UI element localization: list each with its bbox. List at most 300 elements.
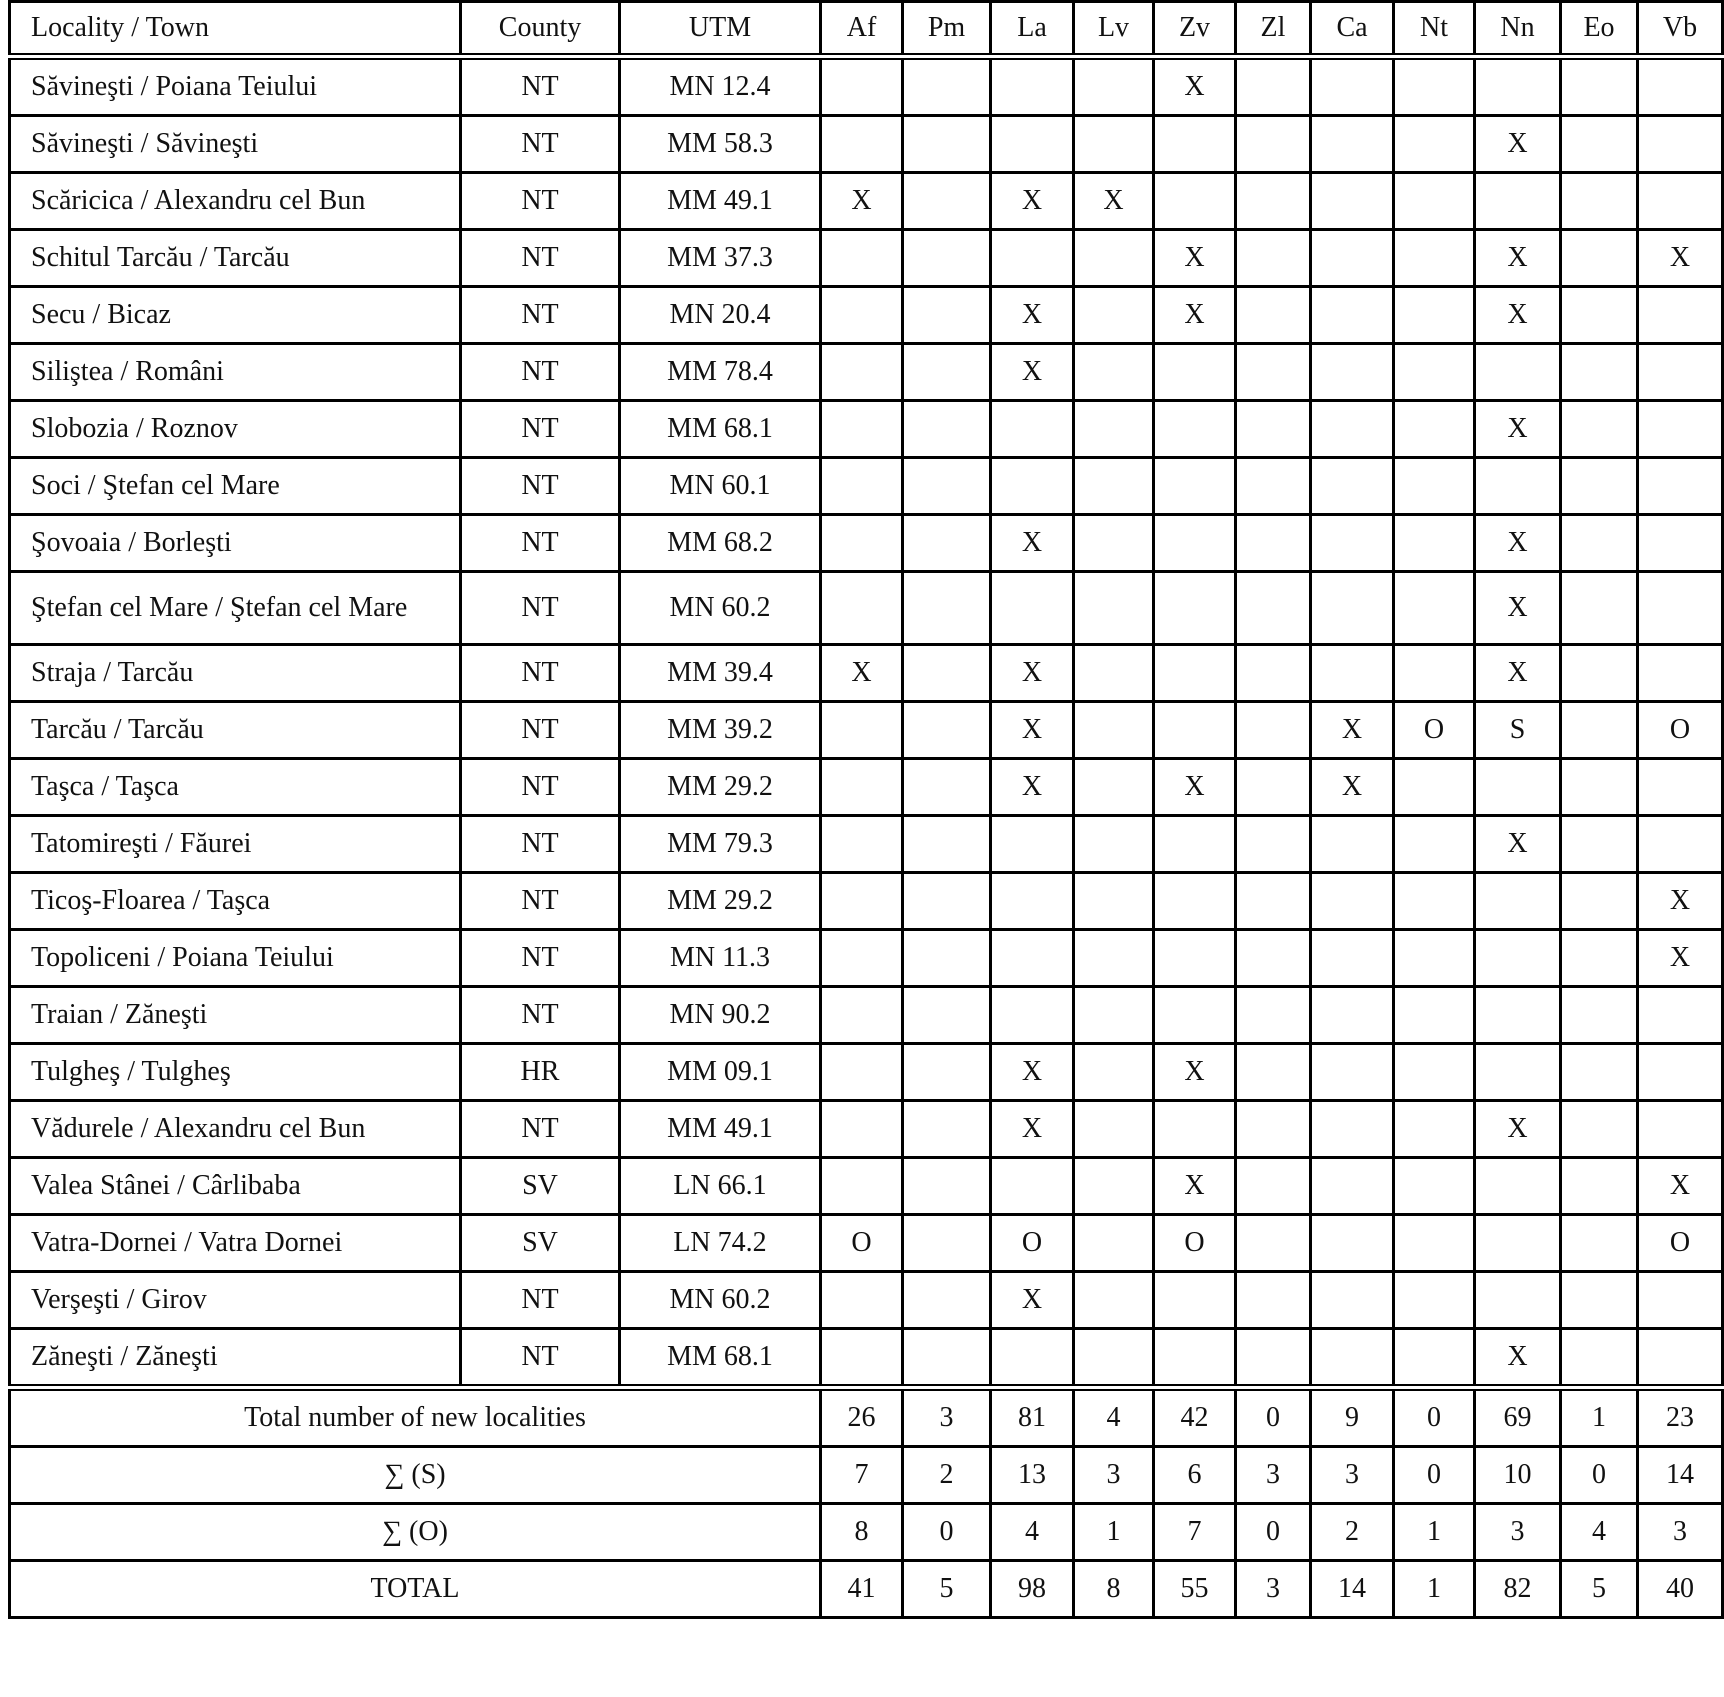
mark-cell (821, 401, 903, 458)
mark-cell: X (991, 1044, 1074, 1101)
mark-cell (1236, 873, 1311, 930)
mark-cell (991, 401, 1074, 458)
mark-cell (1074, 116, 1154, 173)
footer-value: 2 (903, 1447, 991, 1504)
mark-cell (1154, 116, 1236, 173)
mark-cell (1311, 116, 1394, 173)
column-header: Af (821, 2, 903, 57)
mark-cell (903, 344, 991, 401)
mark-cell (1236, 702, 1311, 759)
mark-cell (1394, 515, 1475, 572)
column-header: Eo (1561, 2, 1638, 57)
footer-value: 7 (1154, 1504, 1236, 1561)
mark-cell: X (1638, 230, 1723, 287)
mark-cell (1236, 1044, 1311, 1101)
footer-row (10, 1388, 1723, 1447)
mark-cell (1561, 816, 1638, 873)
mark-cell: O (1638, 1215, 1723, 1272)
county-cell: NT (461, 816, 620, 873)
mark-cell (903, 987, 991, 1044)
footer-value: 3 (1311, 1447, 1394, 1504)
mark-cell: X (991, 173, 1074, 230)
mark-cell (1394, 759, 1475, 816)
mark-cell (1074, 1329, 1154, 1388)
mark-cell (1154, 930, 1236, 987)
mark-cell: X (991, 287, 1074, 344)
mark-cell (1154, 702, 1236, 759)
footer-value: 8 (821, 1504, 903, 1561)
mark-cell (1154, 1329, 1236, 1388)
mark-cell (903, 930, 991, 987)
mark-cell: X (1475, 515, 1561, 572)
mark-cell (1311, 515, 1394, 572)
footer-value: 55 (1154, 1561, 1236, 1618)
mark-cell (1074, 987, 1154, 1044)
county-cell: SV (461, 1215, 620, 1272)
mark-cell: X (1638, 930, 1723, 987)
locality-cell: Valea Stânei / Cârlibaba (10, 1158, 461, 1215)
mark-cell (903, 230, 991, 287)
locality-cell: Soci / Ştefan cel Mare (10, 458, 461, 515)
locality-cell: Verşeşti / Girov (10, 1272, 461, 1329)
mark-cell (1475, 759, 1561, 816)
county-cell: NT (461, 515, 620, 572)
table-row (10, 230, 1723, 287)
mark-cell (1311, 1272, 1394, 1329)
table-row (10, 1215, 1723, 1272)
mark-cell (1236, 759, 1311, 816)
utm-cell: MM 09.1 (620, 1044, 821, 1101)
mark-cell (1394, 873, 1475, 930)
mark-cell (903, 458, 991, 515)
footer-value: 4 (1074, 1388, 1154, 1447)
mark-cell (903, 1158, 991, 1215)
mark-cell (1074, 1215, 1154, 1272)
table-row (10, 572, 1723, 645)
mark-cell (1638, 116, 1723, 173)
mark-cell (1561, 1215, 1638, 1272)
table-row (10, 1272, 1723, 1329)
mark-cell (1638, 1272, 1723, 1329)
column-header: Ca (1311, 2, 1394, 57)
column-header: UTM (620, 2, 821, 57)
mark-cell (903, 287, 991, 344)
utm-cell: MM 39.4 (620, 645, 821, 702)
mark-cell (1236, 230, 1311, 287)
locality-cell: Siliştea / Români (10, 344, 461, 401)
mark-cell: X (1311, 759, 1394, 816)
table-row (10, 287, 1723, 344)
mark-cell (1236, 1329, 1311, 1388)
table-row (10, 515, 1723, 572)
footer-value: 23 (1638, 1388, 1723, 1447)
table-row (10, 1044, 1723, 1101)
mark-cell (1638, 401, 1723, 458)
mark-cell (1638, 987, 1723, 1044)
mark-cell (821, 816, 903, 873)
mark-cell (1475, 1215, 1561, 1272)
mark-cell (903, 173, 991, 230)
mark-cell (1475, 1044, 1561, 1101)
mark-cell: X (1475, 401, 1561, 458)
mark-cell (991, 816, 1074, 873)
mark-cell (1394, 344, 1475, 401)
mark-cell (1638, 816, 1723, 873)
mark-cell: X (1638, 1158, 1723, 1215)
mark-cell (1638, 1329, 1723, 1388)
utm-cell: MM 79.3 (620, 816, 821, 873)
mark-cell: X (821, 173, 903, 230)
mark-cell: X (1475, 1101, 1561, 1158)
mark-cell (1561, 1044, 1638, 1101)
mark-cell (1475, 1272, 1561, 1329)
mark-cell (1154, 515, 1236, 572)
mark-cell (1311, 344, 1394, 401)
table-row (10, 344, 1723, 401)
mark-cell (1561, 930, 1638, 987)
mark-cell (821, 702, 903, 759)
utm-cell: MN 20.4 (620, 287, 821, 344)
footer-value: 8 (1074, 1561, 1154, 1618)
footer-value: 3 (1074, 1447, 1154, 1504)
footer-value: 3 (1638, 1504, 1723, 1561)
mark-cell (1154, 173, 1236, 230)
locality-cell: Slobozia / Roznov (10, 401, 461, 458)
mark-cell (1154, 1101, 1236, 1158)
mark-cell (1074, 572, 1154, 645)
mark-cell (903, 1215, 991, 1272)
footer-value: 3 (1236, 1447, 1311, 1504)
locality-cell: Taşca / Taşca (10, 759, 461, 816)
locality-cell: Vădurele / Alexandru cel Bun (10, 1101, 461, 1158)
column-header: County (461, 2, 620, 57)
mark-cell (1638, 1101, 1723, 1158)
mark-cell (821, 873, 903, 930)
mark-cell (1638, 287, 1723, 344)
mark-cell (1074, 816, 1154, 873)
mark-cell: O (1394, 702, 1475, 759)
mark-cell (1561, 57, 1638, 116)
mark-cell: X (821, 645, 903, 702)
footer-value: 14 (1311, 1561, 1394, 1618)
mark-cell (1394, 173, 1475, 230)
mark-cell: O (1638, 702, 1723, 759)
mark-cell (821, 1044, 903, 1101)
mark-cell: X (1638, 873, 1723, 930)
footer-value: 4 (991, 1504, 1074, 1561)
utm-cell: LN 74.2 (620, 1215, 821, 1272)
mark-cell (1561, 987, 1638, 1044)
mark-cell (1561, 401, 1638, 458)
table-row (10, 759, 1723, 816)
footer-value: 41 (821, 1561, 903, 1618)
mark-cell (1236, 1215, 1311, 1272)
mark-cell (1074, 515, 1154, 572)
mark-cell (821, 1272, 903, 1329)
county-cell: NT (461, 1272, 620, 1329)
footer-value: 1 (1074, 1504, 1154, 1561)
mark-cell: X (1154, 1158, 1236, 1215)
mark-cell (1074, 287, 1154, 344)
mark-cell (903, 873, 991, 930)
utm-cell: MN 60.1 (620, 458, 821, 515)
mark-cell: X (1475, 287, 1561, 344)
mark-cell (1638, 173, 1723, 230)
mark-cell (821, 1158, 903, 1215)
mark-cell: O (991, 1215, 1074, 1272)
table-row (10, 116, 1723, 173)
mark-cell (1561, 173, 1638, 230)
locality-cell: Vatra-Dornei / Vatra Dornei (10, 1215, 461, 1272)
mark-cell (1638, 344, 1723, 401)
mark-cell (903, 57, 991, 116)
footer-value: 0 (1394, 1447, 1475, 1504)
mark-cell (1561, 1329, 1638, 1388)
mark-cell (903, 116, 991, 173)
mark-cell (1236, 173, 1311, 230)
table-row (10, 816, 1723, 873)
table-footer (10, 1388, 1723, 1618)
mark-cell (1475, 173, 1561, 230)
county-cell: NT (461, 873, 620, 930)
footer-value: 0 (1236, 1504, 1311, 1561)
mark-cell (1394, 1215, 1475, 1272)
mark-cell (1475, 873, 1561, 930)
mark-cell (821, 287, 903, 344)
utm-cell: MM 49.1 (620, 173, 821, 230)
mark-cell: X (1475, 816, 1561, 873)
footer-value: 40 (1638, 1561, 1723, 1618)
footer-value: 5 (903, 1561, 991, 1618)
mark-cell (1074, 1158, 1154, 1215)
mark-cell (903, 401, 991, 458)
mark-cell (1236, 287, 1311, 344)
mark-cell (1561, 1158, 1638, 1215)
mark-cell (821, 1329, 903, 1388)
county-cell: NT (461, 116, 620, 173)
mark-cell: S (1475, 702, 1561, 759)
mark-cell: X (1311, 702, 1394, 759)
mark-cell (821, 1101, 903, 1158)
utm-cell: MM 68.2 (620, 515, 821, 572)
table-row (10, 702, 1723, 759)
mark-cell (1074, 702, 1154, 759)
mark-cell: X (1074, 173, 1154, 230)
mark-cell (1394, 1101, 1475, 1158)
mark-cell (1394, 816, 1475, 873)
mark-cell (1311, 572, 1394, 645)
mark-cell (1154, 458, 1236, 515)
mark-cell: X (1154, 57, 1236, 116)
utm-cell: MM 37.3 (620, 230, 821, 287)
utm-cell: MM 39.2 (620, 702, 821, 759)
table-body (10, 57, 1723, 1388)
mark-cell (1074, 57, 1154, 116)
footer-value: 1 (1561, 1388, 1638, 1447)
county-cell: NT (461, 987, 620, 1044)
table-row (10, 1329, 1723, 1388)
mark-cell (821, 572, 903, 645)
mark-cell (1475, 1158, 1561, 1215)
mark-cell (903, 1329, 991, 1388)
column-header: Locality / Town (10, 2, 461, 57)
locality-cell: Scăricica / Alexandru cel Bun (10, 173, 461, 230)
footer-value: 9 (1311, 1388, 1394, 1447)
mark-cell (1394, 572, 1475, 645)
table-row (10, 57, 1723, 116)
mark-cell (991, 116, 1074, 173)
column-header: Pm (903, 2, 991, 57)
footer-row (10, 1447, 1723, 1504)
footer-value: 3 (903, 1388, 991, 1447)
utm-cell: MN 11.3 (620, 930, 821, 987)
utm-cell: MN 90.2 (620, 987, 821, 1044)
table-row (10, 930, 1723, 987)
county-cell: NT (461, 759, 620, 816)
mark-cell (1311, 458, 1394, 515)
county-cell: NT (461, 173, 620, 230)
utm-cell: MN 60.2 (620, 572, 821, 645)
mark-cell (1311, 287, 1394, 344)
mark-cell (821, 515, 903, 572)
mark-cell (1074, 1101, 1154, 1158)
utm-cell: MM 29.2 (620, 759, 821, 816)
table-row (10, 401, 1723, 458)
mark-cell (1311, 1329, 1394, 1388)
mark-cell (1561, 515, 1638, 572)
mark-cell (1236, 401, 1311, 458)
mark-cell (1394, 987, 1475, 1044)
mark-cell (1394, 1272, 1475, 1329)
mark-cell (1638, 572, 1723, 645)
footer-value: 3 (1236, 1561, 1311, 1618)
mark-cell (1154, 344, 1236, 401)
footer-value: 0 (903, 1504, 991, 1561)
utm-cell: MM 29.2 (620, 873, 821, 930)
footer-value: 0 (1394, 1388, 1475, 1447)
mark-cell (991, 987, 1074, 1044)
locality-cell: Ştefan cel Mare / Ştefan cel Mare (10, 572, 461, 645)
mark-cell (1561, 702, 1638, 759)
mark-cell (1561, 458, 1638, 515)
footer-label: ∑ (O) (10, 1504, 821, 1561)
footer-row (10, 1504, 1723, 1561)
mark-cell (1154, 645, 1236, 702)
locality-cell: Straja / Tarcău (10, 645, 461, 702)
mark-cell (1154, 401, 1236, 458)
mark-cell (1394, 1329, 1475, 1388)
county-cell: NT (461, 57, 620, 116)
mark-cell (1638, 458, 1723, 515)
mark-cell (1311, 816, 1394, 873)
footer-label: Total number of new localities (10, 1388, 821, 1447)
mark-cell (1394, 57, 1475, 116)
mark-cell: X (991, 515, 1074, 572)
mark-cell (1236, 344, 1311, 401)
mark-cell (1154, 873, 1236, 930)
mark-cell (1311, 1215, 1394, 1272)
mark-cell (903, 702, 991, 759)
mark-cell: X (1154, 759, 1236, 816)
mark-cell (1236, 1272, 1311, 1329)
mark-cell (1154, 816, 1236, 873)
mark-cell (1236, 57, 1311, 116)
mark-cell (1475, 930, 1561, 987)
mark-cell (1236, 987, 1311, 1044)
table-row (10, 987, 1723, 1044)
county-cell: NT (461, 572, 620, 645)
footer-value: 1 (1394, 1504, 1475, 1561)
footer-value: 26 (821, 1388, 903, 1447)
footer-label: ∑ (S) (10, 1447, 821, 1504)
column-header: Nn (1475, 2, 1561, 57)
mark-cell: O (1154, 1215, 1236, 1272)
locality-cell: Tulgheş / Tulgheş (10, 1044, 461, 1101)
footer-value: 6 (1154, 1447, 1236, 1504)
mark-cell (1561, 1272, 1638, 1329)
footer-row (10, 1561, 1723, 1618)
county-cell: NT (461, 645, 620, 702)
county-cell: SV (461, 1158, 620, 1215)
column-header: Vb (1638, 2, 1723, 57)
mark-cell: X (991, 645, 1074, 702)
mark-cell (1394, 930, 1475, 987)
mark-cell (1311, 873, 1394, 930)
table-row (10, 173, 1723, 230)
mark-cell (821, 987, 903, 1044)
county-cell: NT (461, 230, 620, 287)
mark-cell (1236, 645, 1311, 702)
mark-cell (1475, 57, 1561, 116)
mark-cell (1311, 930, 1394, 987)
utm-cell: MM 49.1 (620, 1101, 821, 1158)
table-row (10, 645, 1723, 702)
locality-cell: Şovoaia / Borleşti (10, 515, 461, 572)
mark-cell: X (1475, 572, 1561, 645)
county-cell: NT (461, 401, 620, 458)
mark-cell (1154, 987, 1236, 1044)
mark-cell (1638, 1044, 1723, 1101)
mark-cell (1394, 458, 1475, 515)
column-header: Nt (1394, 2, 1475, 57)
table-row (10, 1158, 1723, 1215)
utm-cell: MN 12.4 (620, 57, 821, 116)
mark-cell (1236, 816, 1311, 873)
mark-cell (1311, 1158, 1394, 1215)
mark-cell (991, 57, 1074, 116)
mark-cell (1311, 230, 1394, 287)
footer-value: 10 (1475, 1447, 1561, 1504)
mark-cell (1394, 1044, 1475, 1101)
mark-cell: X (1154, 230, 1236, 287)
column-header: Zl (1236, 2, 1311, 57)
mark-cell (1475, 458, 1561, 515)
locality-cell: Zăneşti / Zăneşti (10, 1329, 461, 1388)
table-row (10, 873, 1723, 930)
column-header: La (991, 2, 1074, 57)
mark-cell (1311, 57, 1394, 116)
mark-cell (1236, 116, 1311, 173)
mark-cell (991, 873, 1074, 930)
mark-cell (1638, 515, 1723, 572)
mark-cell: X (1475, 645, 1561, 702)
mark-cell (1638, 57, 1723, 116)
locality-cell: Săvineşti / Poiana Teiului (10, 57, 461, 116)
footer-label: TOTAL (10, 1561, 821, 1618)
county-cell: NT (461, 344, 620, 401)
mark-cell (821, 230, 903, 287)
mark-cell (991, 930, 1074, 987)
